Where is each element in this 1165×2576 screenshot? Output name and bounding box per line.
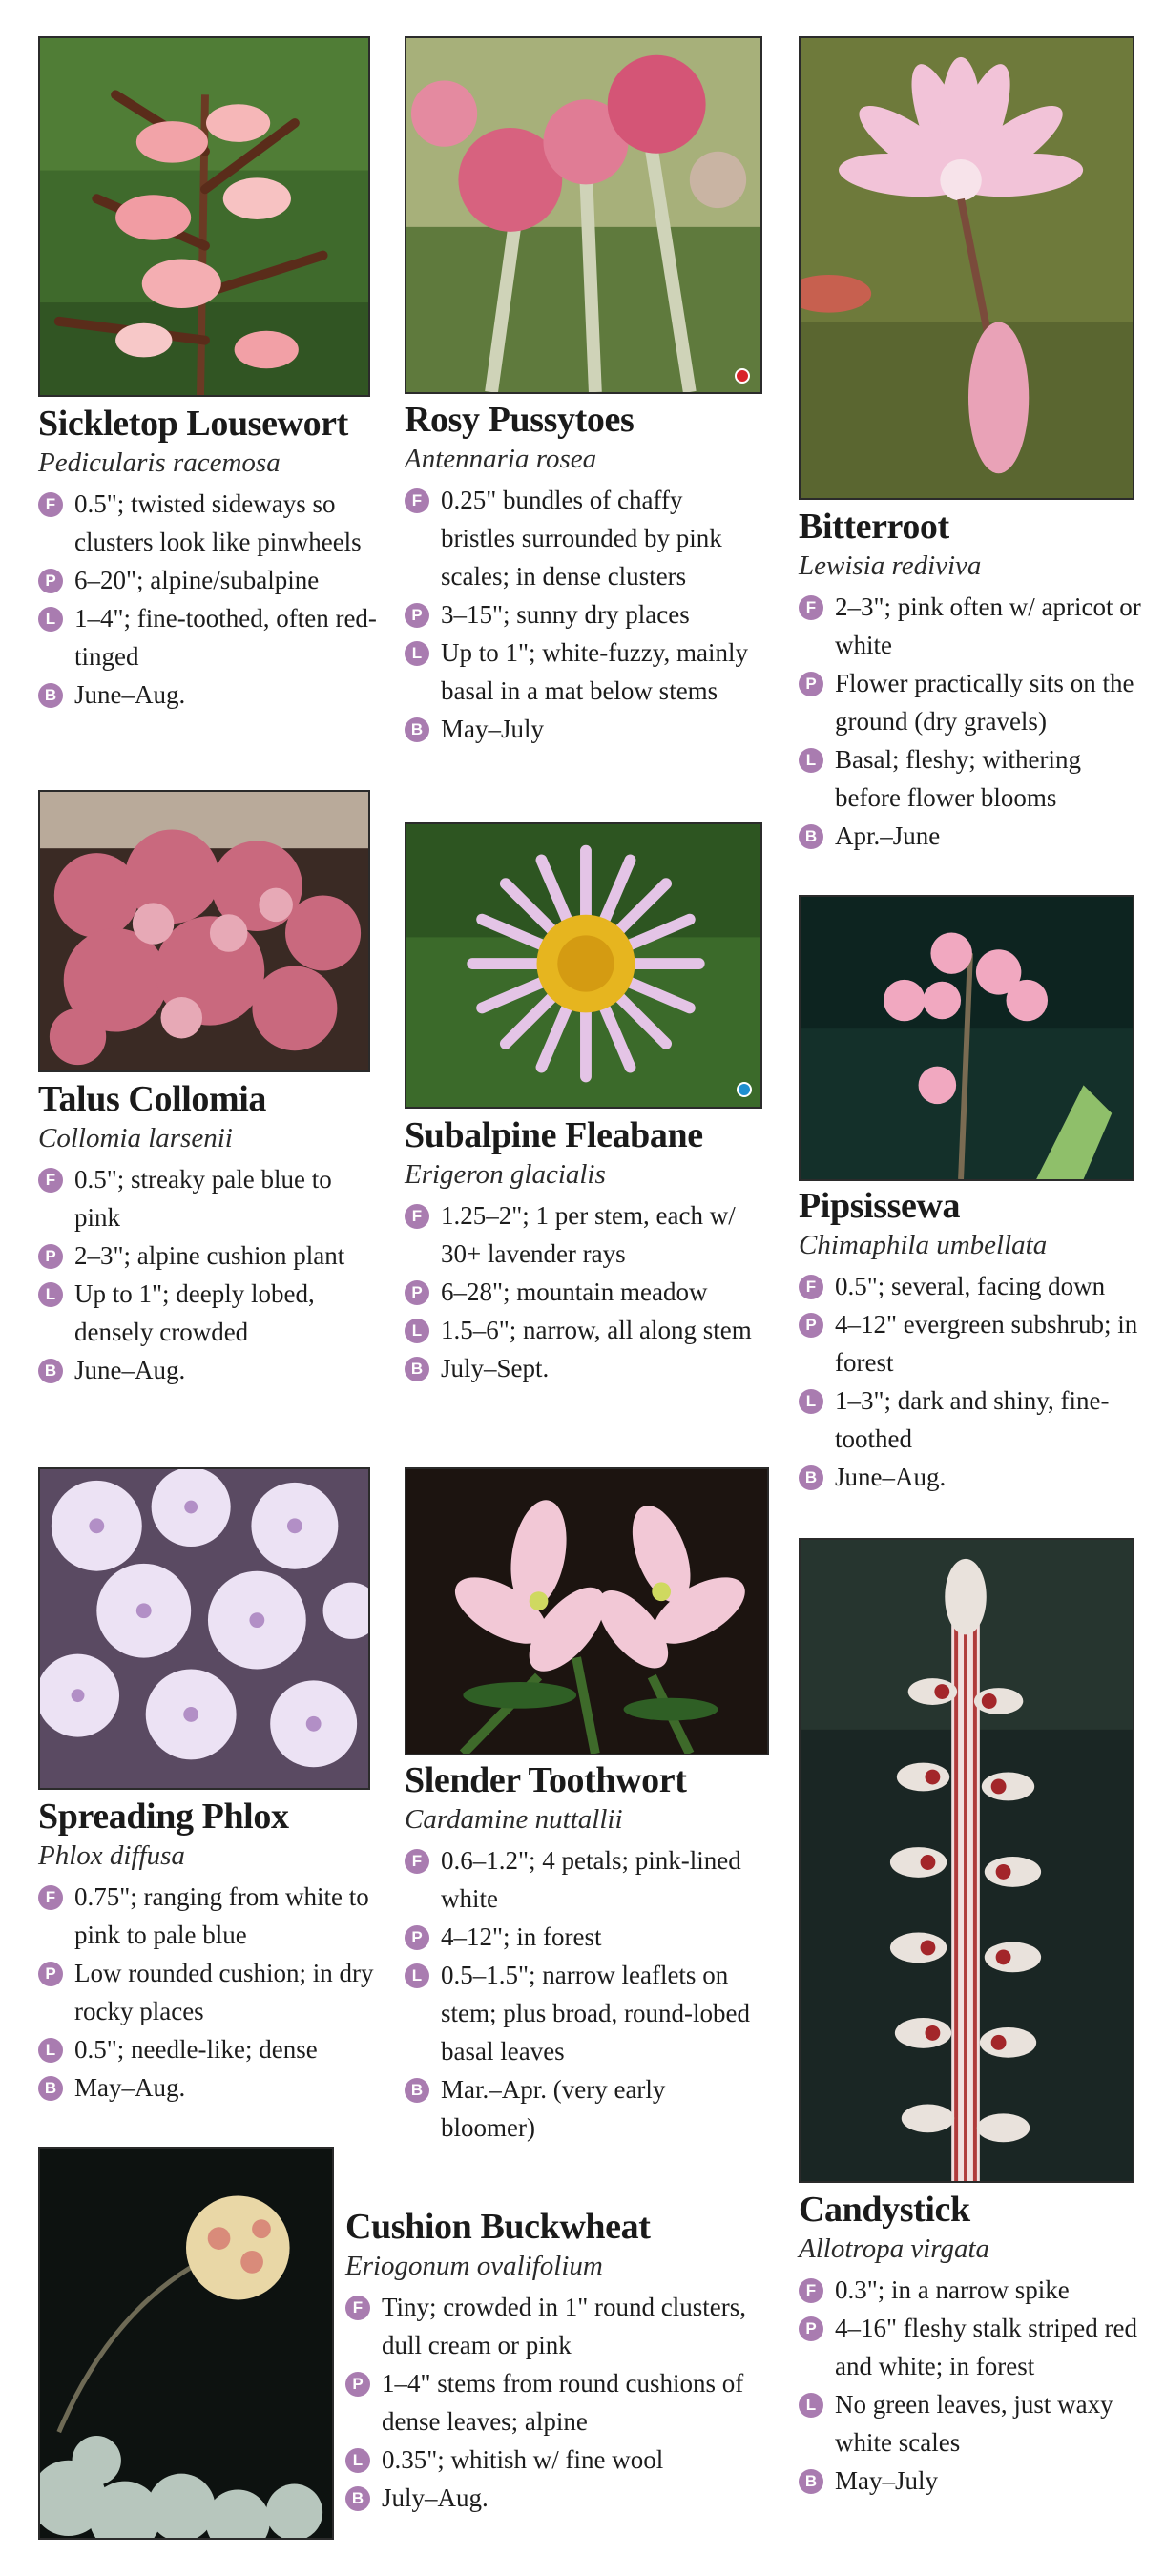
entry-subalpine-fleabane xyxy=(405,1114,762,1387)
f-badge-icon: F xyxy=(38,492,63,517)
f-badge-icon: F xyxy=(799,595,823,620)
l-badge-icon: L xyxy=(405,641,429,666)
plant-detail: P Low rounded cushion; in dry rocky places xyxy=(38,1954,382,2030)
plant-detail: P 2–3"; alpine cushion plant xyxy=(38,1236,382,1275)
b-badge-icon: B xyxy=(405,717,429,742)
flower-name: Slender Toothwort xyxy=(405,1760,687,1800)
photo-spreading-phlox xyxy=(38,1467,370,1790)
f-badge-icon: F xyxy=(799,1275,823,1299)
f-badge-icon: F xyxy=(405,1849,429,1874)
scientific-name: Erigeron glacialis xyxy=(405,1159,606,1190)
entry-sickletop-lousewort xyxy=(38,403,382,714)
flower-name: Rosy Pussytoes xyxy=(405,400,635,440)
b-badge-icon: B xyxy=(38,683,63,708)
leaf-detail: L Basal; fleshy; withering before flower blooms xyxy=(799,740,1142,817)
l-badge-icon: L xyxy=(38,607,63,632)
scientific-name: Antennaria rosea xyxy=(405,444,597,474)
flower-name: Spreading Phlox xyxy=(38,1797,289,1837)
photo-pipsissewa xyxy=(799,895,1134,1181)
l-badge-icon: L xyxy=(38,2038,63,2063)
flower-detail: F 1.25–2"; 1 per stem, each w/ 30+ lavender rays xyxy=(405,1196,762,1273)
l-badge-icon: L xyxy=(345,2448,370,2473)
scientific-name: Eriogonum ovalifolium xyxy=(345,2251,603,2281)
f-badge-icon: F xyxy=(345,2296,370,2320)
scientific-name: Pedicularis racemosa xyxy=(38,447,281,478)
bloom-detail: B June–Aug. xyxy=(38,675,382,714)
entry-bitterroot xyxy=(799,506,1142,855)
leaf-detail: L Up to 1"; deeply lobed, densely crowded xyxy=(38,1275,382,1351)
entry-cushion-buckwheat xyxy=(345,2206,775,2517)
leaf-detail: L 0.35"; whitish w/ fine wool xyxy=(345,2441,775,2479)
flower-name: Pipsissewa xyxy=(799,1186,961,1226)
f-badge-icon: F xyxy=(405,488,429,513)
p-badge-icon: P xyxy=(405,603,429,628)
plant-detail: P 1–4" stems from round cushions of dense leaves; alpine xyxy=(345,2364,775,2441)
photo-sickletop-lousewort xyxy=(38,36,370,397)
entry-spreading-phlox xyxy=(38,1796,382,2107)
flower-detail: F Tiny; crowded in 1" round clusters, dull cream or pink xyxy=(345,2288,775,2364)
f-badge-icon: F xyxy=(405,1204,429,1229)
p-badge-icon: P xyxy=(405,1925,429,1950)
b-badge-icon: B xyxy=(405,2078,429,2103)
p-badge-icon: P xyxy=(345,2372,370,2397)
p-badge-icon: P xyxy=(799,672,823,696)
f-badge-icon: F xyxy=(38,1168,63,1193)
p-badge-icon: P xyxy=(38,569,63,593)
f-badge-icon: F xyxy=(799,2278,823,2303)
flower-detail: F 0.6–1.2"; 4 petals; pink-lined white xyxy=(405,1841,762,1918)
flower-name: Talus Collomia xyxy=(38,1079,267,1119)
l-badge-icon: L xyxy=(799,2393,823,2418)
plant-detail: P 6–28"; mountain meadow xyxy=(405,1273,762,1311)
p-badge-icon: P xyxy=(38,1244,63,1269)
flower-detail: F 0.25" bundles of chaffy bristles surrounded by pink scales; in dense clusters xyxy=(405,481,762,595)
leaf-detail: L Up to 1"; white-fuzzy, mainly basal in a mat below stems xyxy=(405,634,762,710)
plant-detail: P 3–15"; sunny dry places xyxy=(405,595,762,634)
entry-candystick xyxy=(799,2189,1142,2500)
scientific-name: Phlox diffusa xyxy=(38,1840,185,1871)
b-badge-icon: B xyxy=(38,1359,63,1383)
bloom-detail: B May–July xyxy=(799,2462,1142,2500)
b-badge-icon: B xyxy=(799,1465,823,1490)
flower-detail: F 0.5"; streaky pale blue to pink xyxy=(38,1160,382,1236)
flower-detail: F 0.5"; several, facing down xyxy=(799,1267,1142,1305)
scientific-name: Allotropa virgata xyxy=(799,2233,990,2264)
entry-pipsissewa xyxy=(799,1185,1142,1496)
red-dot-icon xyxy=(735,368,750,384)
bloom-detail: B July–Aug. xyxy=(345,2479,775,2517)
bloom-detail: B Mar.–Apr. (very early bloomer) xyxy=(405,2070,762,2147)
flower-detail: F 2–3"; pink often w/ apricot or white xyxy=(799,588,1142,664)
l-badge-icon: L xyxy=(405,1963,429,1988)
flower-name: Cushion Buckwheat xyxy=(345,2207,651,2247)
leaf-detail: L 0.5"; needle-like; dense xyxy=(38,2030,382,2068)
p-badge-icon: P xyxy=(405,1280,429,1305)
bloom-detail: B July–Sept. xyxy=(405,1349,762,1387)
p-badge-icon: P xyxy=(799,1313,823,1338)
flower-name: Bitterroot xyxy=(799,507,949,547)
p-badge-icon: P xyxy=(799,2316,823,2341)
plant-detail: P 4–16" fleshy stalk striped red and white; in forest xyxy=(799,2309,1142,2385)
leaf-detail: L 1–3"; dark and shiny, fine-toothed xyxy=(799,1381,1142,1458)
leaf-detail: L 1–4"; fine-toothed, often red-tinged xyxy=(38,599,382,675)
plant-detail: P 6–20"; alpine/subalpine xyxy=(38,561,382,599)
l-badge-icon: L xyxy=(38,1282,63,1307)
photo-talus-collomia xyxy=(38,790,370,1072)
b-badge-icon: B xyxy=(38,2076,63,2101)
entry-talus-collomia xyxy=(38,1078,382,1389)
entry-rosy-pussytoes xyxy=(405,399,762,748)
photo-subalpine-fleabane xyxy=(405,822,762,1109)
leaf-detail: L 0.5–1.5"; narrow leaflets on stem; plus broad, round-lobed basal leaves xyxy=(405,1956,762,2070)
scientific-name: Collomia larsenii xyxy=(38,1123,233,1153)
l-badge-icon: L xyxy=(405,1319,429,1343)
b-badge-icon: B xyxy=(799,824,823,849)
scientific-name: Cardamine nuttallii xyxy=(405,1804,623,1835)
flower-detail: F 0.3"; in a narrow spike xyxy=(799,2271,1142,2309)
photo-candystick xyxy=(799,1538,1134,2183)
bloom-detail: B June–Aug. xyxy=(38,1351,382,1389)
photo-bitterroot xyxy=(799,36,1134,500)
scientific-name: Chimaphila umbellata xyxy=(799,1230,1048,1260)
scientific-name: Lewisia rediviva xyxy=(799,551,982,581)
flower-name: Candystick xyxy=(799,2190,970,2230)
photo-cushion-buckwheat xyxy=(38,2147,334,2540)
leaf-detail: L 1.5–6"; narrow, all along stem xyxy=(405,1311,762,1349)
b-badge-icon: B xyxy=(345,2486,370,2511)
flower-name: Sickletop Lousewort xyxy=(38,404,348,444)
bloom-detail: B Apr.–June xyxy=(799,817,1142,855)
bloom-detail: B May–Aug. xyxy=(38,2068,382,2107)
plant-detail: P Flower practically sits on the ground (dry gravels) xyxy=(799,664,1142,740)
entry-slender-toothwort xyxy=(405,1759,762,2147)
l-badge-icon: L xyxy=(799,1389,823,1414)
leaf-detail: L No green leaves, just waxy white scales xyxy=(799,2385,1142,2462)
bloom-detail: B May–July xyxy=(405,710,762,748)
plant-detail: P 4–12" evergreen subshrub; in forest xyxy=(799,1305,1142,1381)
flower-detail: F 0.5"; twisted sideways so clusters look like pinwheels xyxy=(38,485,382,561)
f-badge-icon: F xyxy=(38,1885,63,1910)
b-badge-icon: B xyxy=(799,2469,823,2494)
p-badge-icon: P xyxy=(38,1962,63,1986)
flower-detail: F 0.75"; ranging from white to pink to pale blue xyxy=(38,1878,382,1954)
flower-name: Subalpine Fleabane xyxy=(405,1115,703,1155)
photo-slender-toothwort xyxy=(405,1467,769,1755)
bloom-detail: B June–Aug. xyxy=(799,1458,1142,1496)
l-badge-icon: L xyxy=(799,748,823,773)
blue-dot-icon xyxy=(737,1082,752,1097)
plant-detail: P 4–12"; in forest xyxy=(405,1918,762,1956)
b-badge-icon: B xyxy=(405,1357,429,1381)
photo-rosy-pussytoes xyxy=(405,36,762,394)
